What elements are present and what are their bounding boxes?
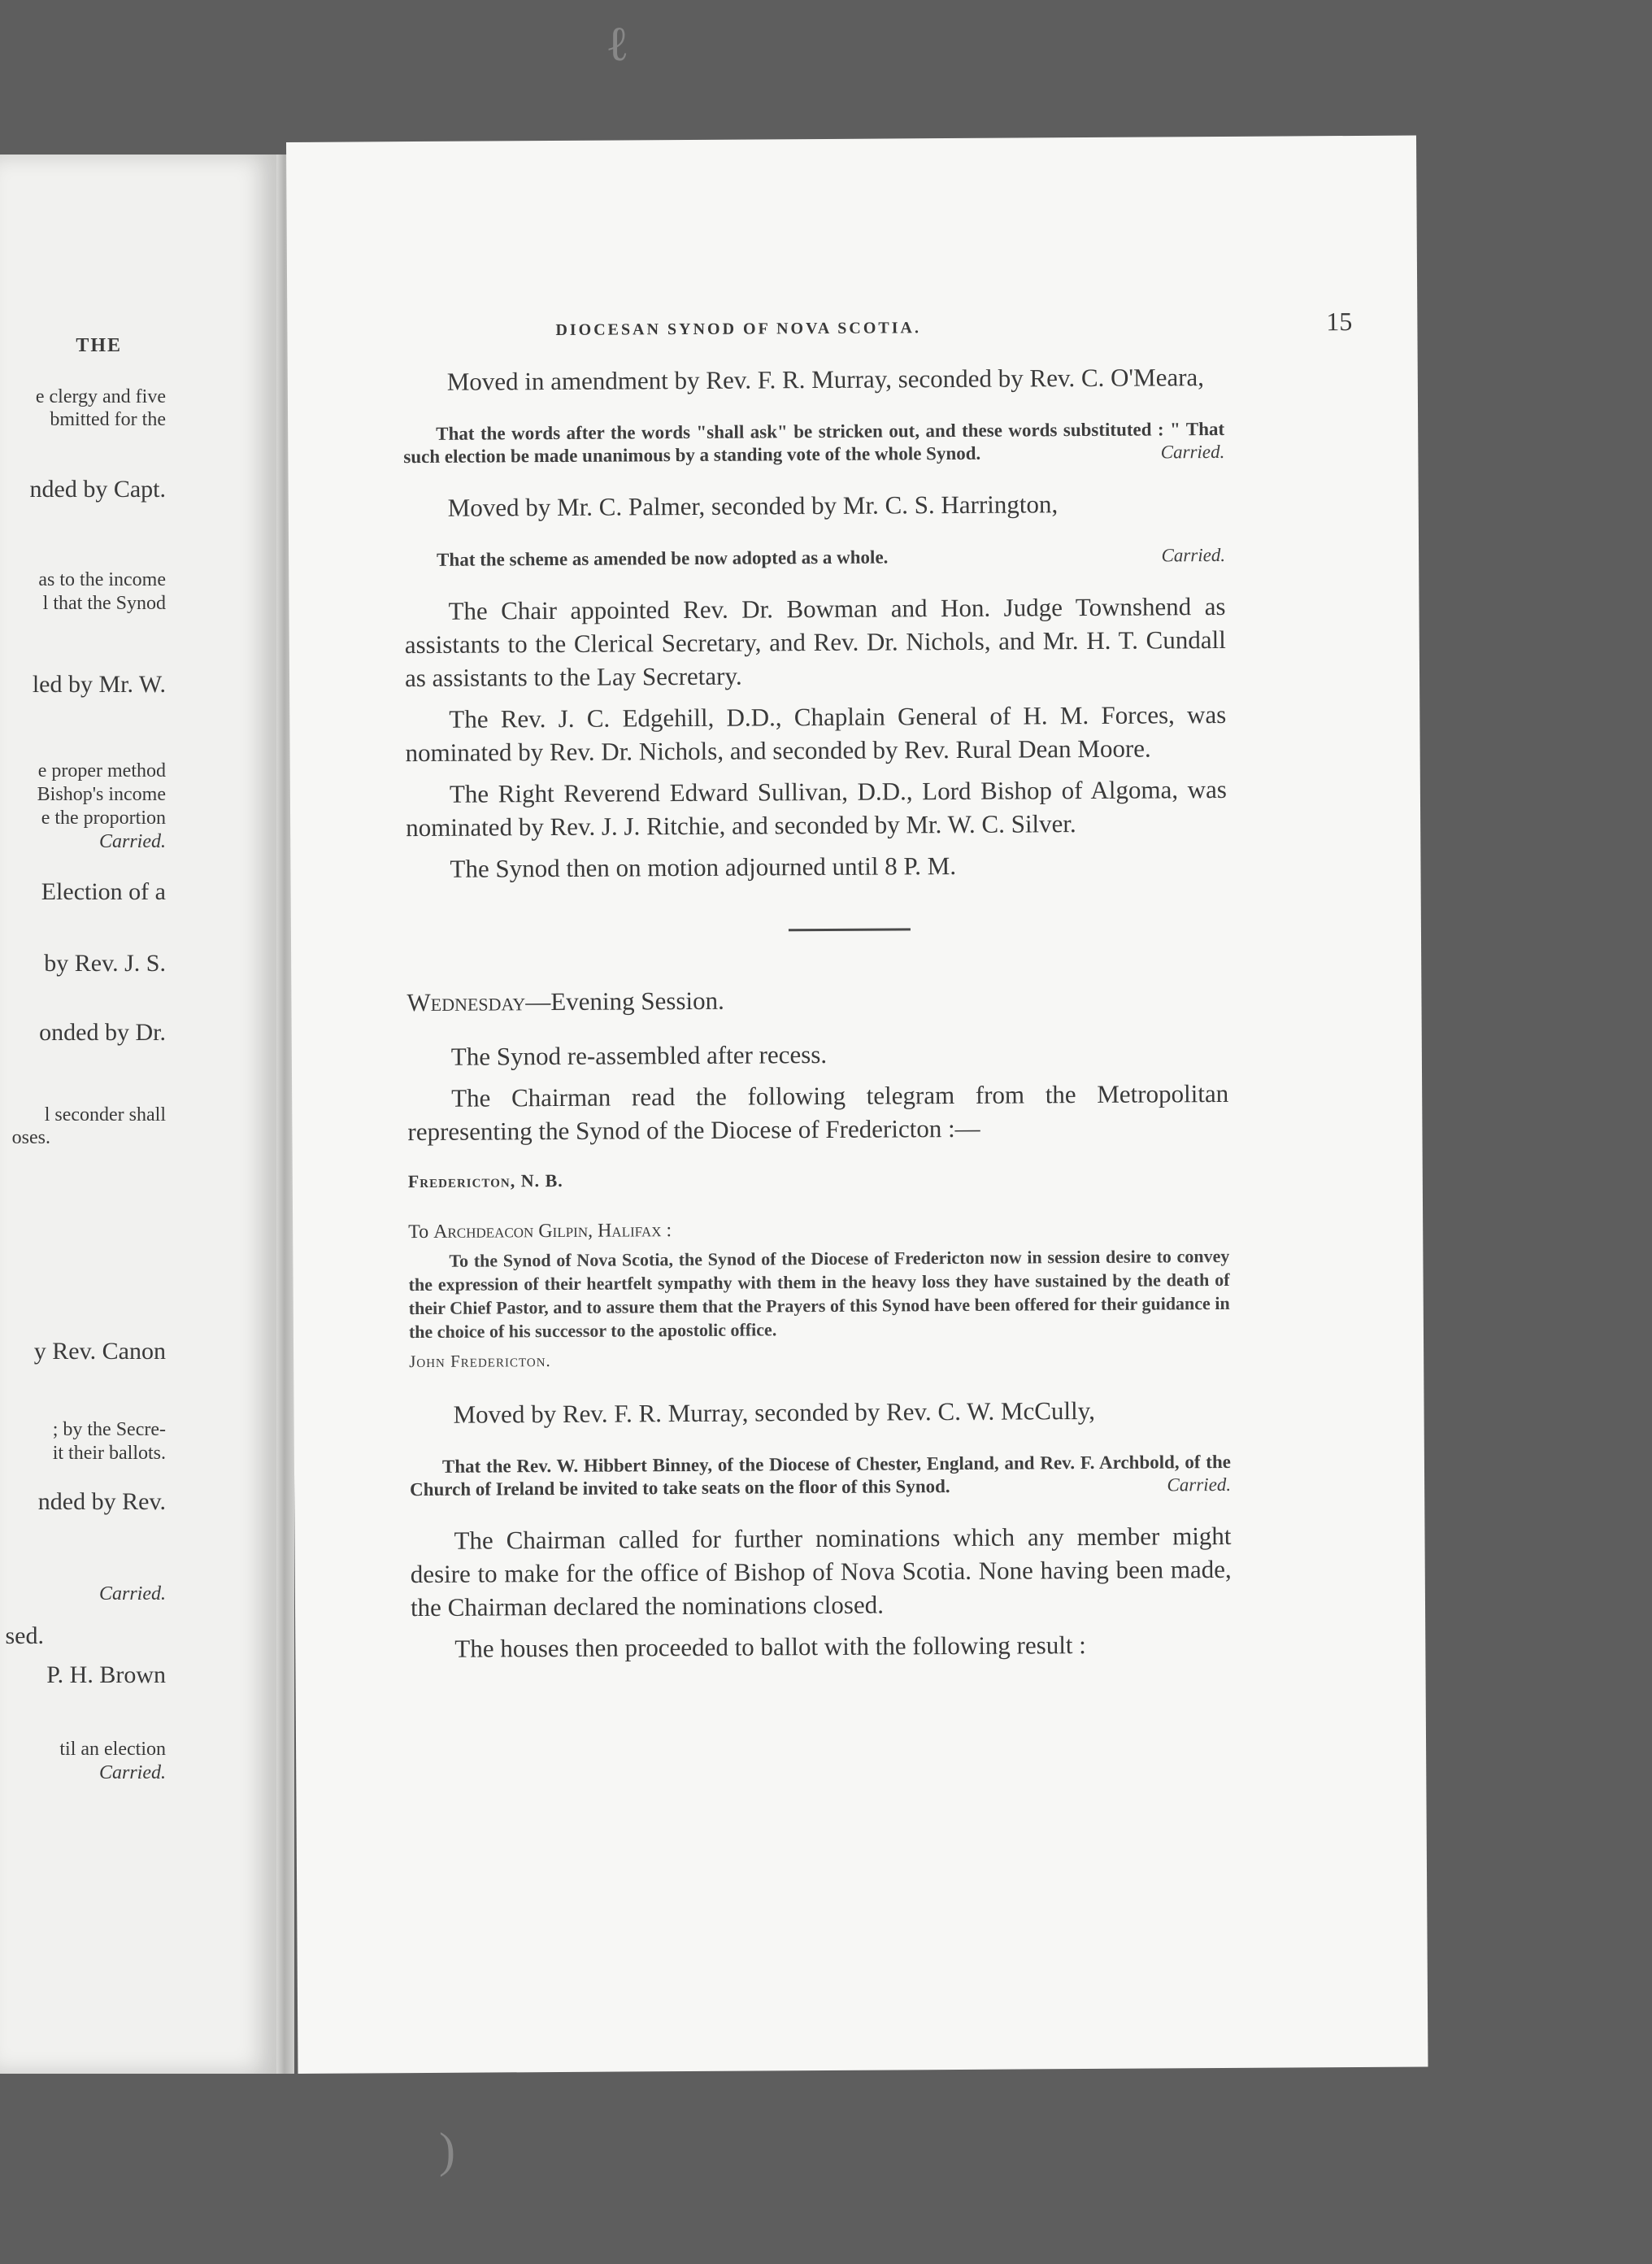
left-fragment: y Rev. Canon <box>33 1338 166 1365</box>
left-fragment: ; by the Secre- <box>52 1419 166 1440</box>
left-fragment: e the proportion <box>41 808 166 829</box>
left-fragment: Bishop's income <box>37 784 166 805</box>
paragraph: Moved by Mr. C. Palmer, seconded by Mr. C. S. Harrington, <box>447 490 1059 522</box>
paragraph: The Chairman read the following telegram from the Metropolitan representing the Synod of the Diocese of Fredericton :— <box>407 1078 1229 1147</box>
telegram-signature: John Fredericton. <box>409 1351 551 1372</box>
motion-body: That the scheme as amended be now adopted as a whole. <box>437 546 889 570</box>
session-name: —Evening Session. <box>525 986 724 1017</box>
paragraph: The houses then proceeded to ballot with the following result : <box>454 1631 1086 1663</box>
motion-body: That the Rev. W. Hibbert Binney, of the Diocese of Chester, England, and Rev. F. Archbold, of the Church of Ireland be invited to take seats on the floor of this Synod. <box>410 1451 1232 1500</box>
left-fragment <box>99 1762 166 1784</box>
left-fragment: nded by Rev. <box>37 1488 166 1515</box>
paragraph: The Synod re-assembled after recess. <box>450 1039 828 1071</box>
telegram-body: To the Synod of Nova Scotia, the Synod of the Diocese of Fredericton now in session desire to convey the expression of their heartfelt sympathy with them in the heavy loss they have sustained by the death of their Chief Pastor, and to assure them that the Prayers of this Synod have been offered for their guidance in the choice of his successor to the apostolic office. <box>408 1245 1230 1343</box>
left-fragment: as to the income <box>38 569 166 590</box>
carried-label: Carried. <box>1167 1474 1232 1496</box>
page-number: 15 <box>1326 306 1353 337</box>
motion-text <box>404 544 1225 572</box>
left-fragment: e proper method <box>37 760 166 782</box>
scan-smudge: ) <box>439 2123 455 2177</box>
motion-text <box>410 1451 1231 1501</box>
carried-label: Carried. <box>1160 441 1225 463</box>
motion-body: That the words after the words "shall ask" be stricken out, and these words substituted : " That such election be made unanimous by a standing vote of the whole Synod. <box>403 418 1225 468</box>
paragraph: The Rev. J. C. Edgehill, D.D., Chaplain General of H. M. Forces, was nominated by Rev. Dr. Nichols, and seconded by Rev. Rural Dean Moore. <box>405 699 1227 768</box>
section-divider <box>789 928 911 931</box>
left-fragment: it their ballots. <box>52 1443 166 1464</box>
motion-text <box>403 418 1224 468</box>
addressee-prefix: To <box>408 1221 429 1243</box>
paragraph: Moved by Rev. F. R. Murray, seconded by Rev. C. W. McCully, <box>453 1395 1096 1429</box>
right-page <box>286 136 1428 2074</box>
left-fragment: l that the Synod <box>42 593 166 614</box>
paragraph: Moved in amendment by Rev. F. R. Murray, seconded by Rev. C. O'Meara, <box>446 363 1205 396</box>
left-fragment <box>99 1583 166 1605</box>
left-fragment: sed. <box>5 1622 44 1649</box>
left-fragment: THE <box>76 335 122 356</box>
carried-label: Carried. <box>98 1762 166 1783</box>
scan-smudge: ℓ <box>606 17 629 71</box>
paragraph: The Chairman called for further nominations which any member might desire to make for the office of Bishop of Nova Scotia. None having been made, the Chairman declared the nominations closed. <box>410 1521 1232 1622</box>
left-fragment: til an election <box>59 1739 166 1760</box>
carried-label: Carried. <box>98 831 166 852</box>
left-fragment: led by Mr. W. <box>32 671 166 698</box>
left-fragment: onded by Dr. <box>39 1019 166 1046</box>
left-fragment: by Rev. J. S. <box>44 950 166 977</box>
addressee-name: Archdeacon Gilpin, Halifax : <box>433 1220 672 1243</box>
left-fragment: l seconder shall <box>44 1104 166 1125</box>
left-fragment: Election of a <box>41 878 166 905</box>
left-page <box>0 155 276 2074</box>
page-body <box>403 360 1232 1674</box>
session-heading <box>406 981 1211 1019</box>
left-fragment: bmitted for the <box>50 409 166 430</box>
running-head <box>409 307 1352 346</box>
paragraph: The Synod then on motion adjourned until 8 P. M. <box>450 851 957 883</box>
telegram-place: Fredericton, N. B. <box>407 1169 563 1192</box>
left-fragment: e clergy and five <box>35 386 166 407</box>
session-day: Wednesday <box>406 987 526 1017</box>
paragraph: The Chair appointed Rev. Dr. Bowman and Hon. Judge Townshend as assistants to the Clerical Secretary, and Rev. Dr. Nichols, and Mr. H. T. Cundall as assistants to the Lay Secretary. <box>404 591 1226 693</box>
carried-label: Carried. <box>1161 544 1226 566</box>
telegram-addressee <box>408 1211 1229 1249</box>
left-fragment <box>99 831 166 853</box>
paragraph: The Right Reverend Edward Sullivan, D.D., Lord Bishop of Algoma, was nominated by Rev. J. J. Ritchie, and seconded by Mr. W. C. Silver. <box>406 774 1227 842</box>
left-fragment: oses. <box>11 1127 50 1148</box>
left-fragment: P. H. Brown <box>46 1661 166 1688</box>
carried-label: Carried. <box>98 1583 166 1604</box>
left-fragment: nded by Capt. <box>29 476 166 503</box>
running-title: DIOCESAN SYNOD OF NOVA SCOTIA. <box>555 319 921 339</box>
